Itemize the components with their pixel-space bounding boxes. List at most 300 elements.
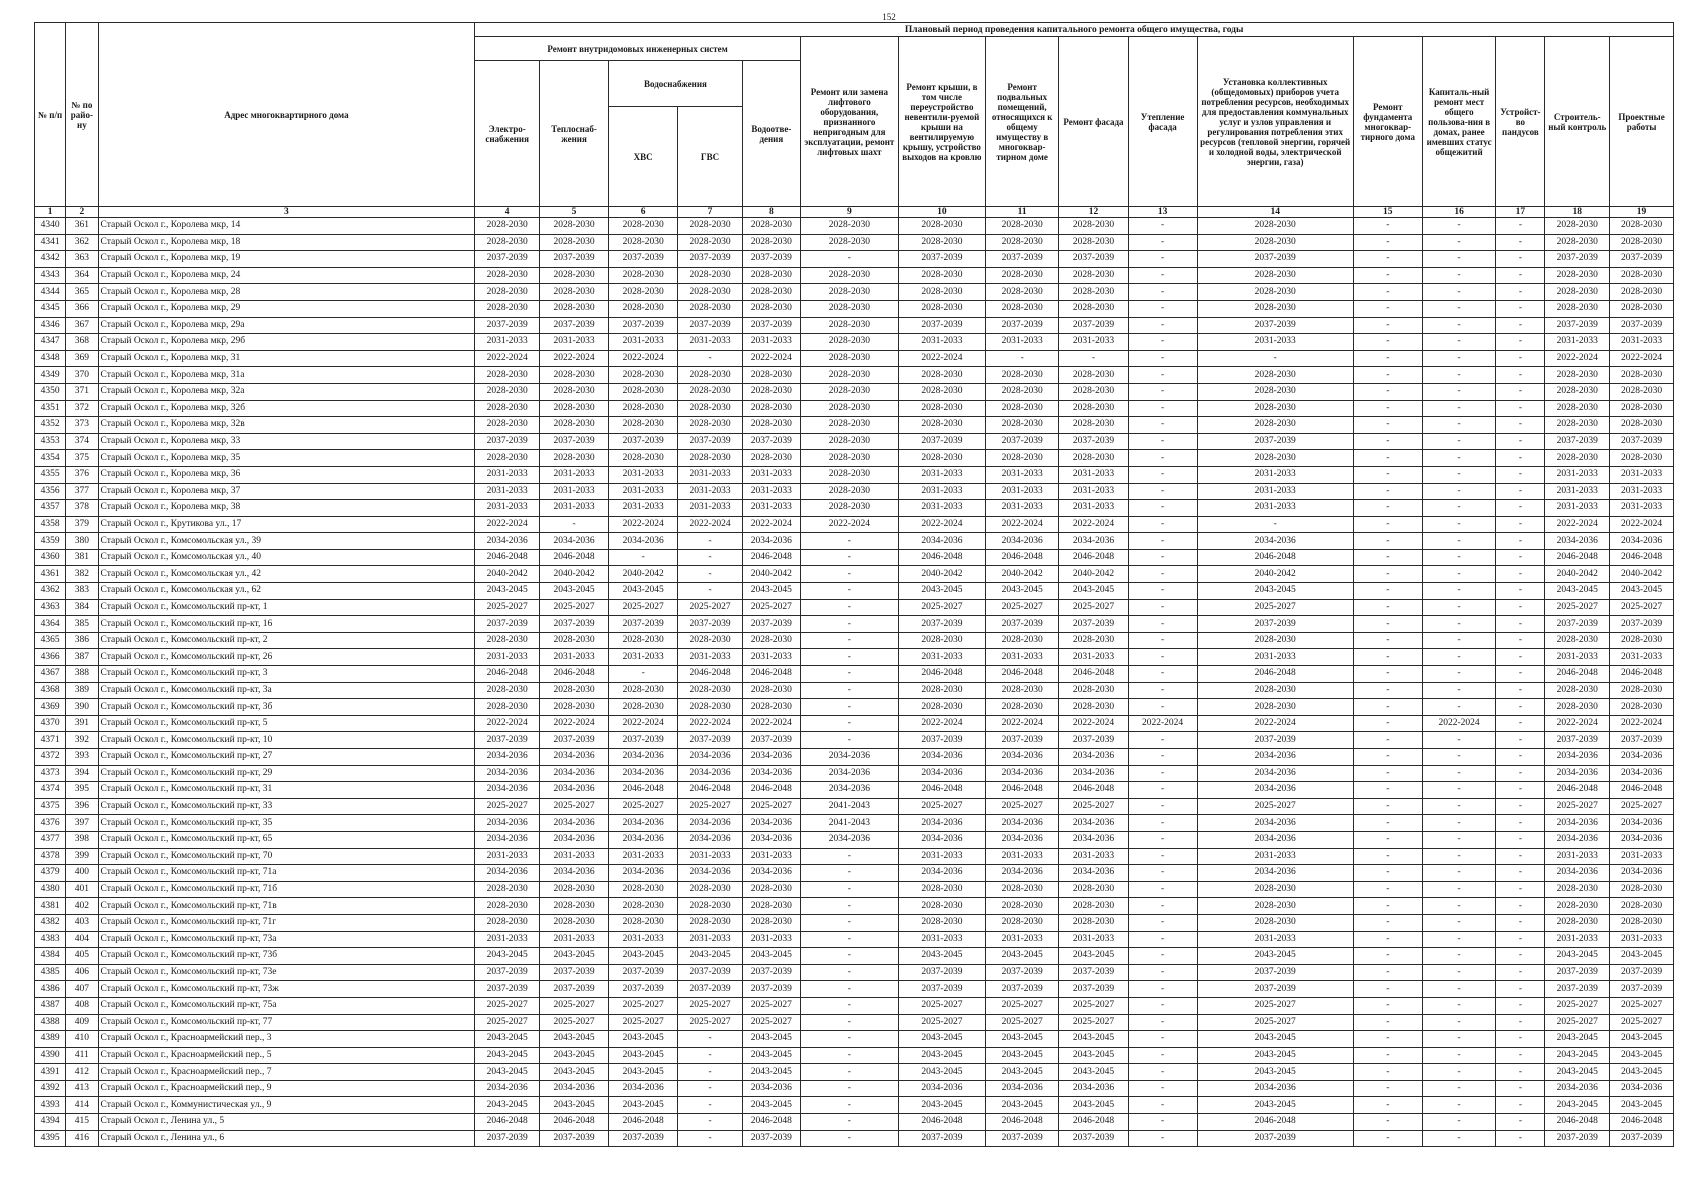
table-cell: 389 [66,682,98,699]
address-cell: Старый Оскол г., Комсомольский пр-кт, 3 [98,666,475,683]
table-cell: 2028-2030 [800,466,898,483]
table-cell: 2037-2039 [898,251,985,268]
table-cell: 365 [66,284,98,301]
table-cell: 4356 [35,483,66,500]
table-cell: 2028-2030 [475,218,540,235]
table-cell: 2028-2030 [985,898,1059,915]
table-cell: 2037-2039 [539,964,608,981]
table-cell: 2034-2036 [800,782,898,799]
table-cell: - [1128,699,1197,716]
col-header-address: Адрес многоквартирного дома [98,23,475,207]
table-row [35,267,1674,284]
table-cell: 2034-2036 [985,765,1059,782]
table-cell: 2034-2036 [475,533,540,550]
table-cell: 2046-2048 [1545,666,1610,683]
table-cell: 2037-2039 [898,964,985,981]
table-cell: 2028-2030 [539,632,608,649]
table-cell: - [1422,433,1496,450]
table-cell: 2031-2033 [1610,466,1674,483]
table-cell: - [1422,218,1496,235]
table-cell: 2028-2030 [678,267,743,284]
table-cell: 4342 [35,251,66,268]
table-cell: 2037-2039 [1059,616,1128,633]
table-cell: 2034-2036 [475,749,540,766]
table-cell: 2028-2030 [475,417,540,434]
table-cell: 2034-2036 [985,865,1059,882]
table-cell: 2037-2039 [1610,1130,1674,1147]
address-cell: Старый Оскол г., Ленина ул., 6 [98,1130,475,1147]
table-cell: 396 [66,798,98,815]
table-cell: - [1353,599,1422,616]
address-cell: Старый Оскол г., Комсомольский пр-кт, 73а [98,931,475,948]
table-cell: - [1422,350,1496,367]
table-cell: - [1422,383,1496,400]
table-cell: 367 [66,317,98,334]
table-cell: 2028-2030 [985,417,1059,434]
table-cell: 2043-2045 [1545,948,1610,965]
table-cell: 2037-2039 [1059,317,1128,334]
table-cell: 2037-2039 [609,433,678,450]
table-cell: - [1353,1064,1422,1081]
table-cell: 2028-2030 [800,400,898,417]
table-cell: 2034-2036 [1197,831,1353,848]
table-cell: 2028-2030 [678,632,743,649]
table-cell: - [1353,317,1422,334]
table-cell: 2028-2030 [678,400,743,417]
table-cell: 2037-2039 [742,251,800,268]
table-cell: 2046-2048 [678,782,743,799]
table-cell: 2025-2027 [1059,1014,1128,1031]
table-row [35,218,1674,235]
table-cell: 2022-2024 [1197,715,1353,732]
table-cell: - [1496,267,1545,284]
table-cell: - [800,616,898,633]
table-cell: - [1128,1114,1197,1131]
table-cell: 2031-2033 [678,931,743,948]
table-cell: 2028-2030 [1059,881,1128,898]
table-cell: 4360 [35,549,66,566]
table-cell: - [1128,632,1197,649]
col-header-drainage: Водоотве-дения [742,61,800,207]
table-cell: 2031-2033 [609,466,678,483]
table-cell: 2037-2039 [609,1130,678,1147]
table-cell: 2028-2030 [800,450,898,467]
table-cell: 2046-2048 [678,666,743,683]
table-row [35,749,1674,766]
table-cell: - [1496,1097,1545,1114]
table-cell: - [1128,798,1197,815]
table-row [35,334,1674,351]
table-cell: 2040-2042 [1545,566,1610,583]
table-cell: 2025-2027 [475,997,540,1014]
table-cell: 4362 [35,583,66,600]
address-cell: Старый Оскол г., Комсомольский пр-кт, 3а [98,682,475,699]
address-cell: Старый Оскол г., Комсомольский пр-кт, 31 [98,782,475,799]
table-cell: 2037-2039 [1610,616,1674,633]
table-cell: 2028-2030 [678,881,743,898]
table-cell: 2034-2036 [1197,815,1353,832]
table-cell: 2034-2036 [742,865,800,882]
table-cell: 2046-2048 [1545,1114,1610,1131]
table-cell: 2031-2033 [1610,649,1674,666]
table-cell: - [800,865,898,882]
table-row [35,848,1674,865]
table-cell: 4357 [35,500,66,517]
table-cell: 2028-2030 [1545,284,1610,301]
table-cell: - [1496,765,1545,782]
table-cell: - [800,931,898,948]
table-cell: - [800,666,898,683]
table-cell: 4351 [35,400,66,417]
table-row [35,898,1674,915]
table-cell: 2034-2036 [1059,865,1128,882]
table-cell: - [1496,367,1545,384]
table-cell: 2028-2030 [742,383,800,400]
table-cell: - [1496,898,1545,915]
table-cell: 2037-2039 [898,732,985,749]
address-cell: Старый Оскол г., Комсомольский пр-кт, 27 [98,749,475,766]
table-cell: - [1197,516,1353,533]
table-cell: 2043-2045 [1197,583,1353,600]
table-cell: 2046-2048 [985,1114,1059,1131]
table-cell: 2022-2024 [609,516,678,533]
address-cell: Старый Оскол г., Королева мкр, 29 [98,300,475,317]
table-cell: 2037-2039 [985,732,1059,749]
table-cell: 2037-2039 [475,317,540,334]
table-cell: 407 [66,981,98,998]
table-cell: 2028-2030 [609,914,678,931]
table-cell: - [1496,964,1545,981]
column-number: 4 [475,207,540,218]
table-cell: - [1353,417,1422,434]
table-cell: - [1422,765,1496,782]
table-cell: - [1422,1097,1496,1114]
table-cell: - [1128,997,1197,1014]
table-cell: 2037-2039 [1545,964,1610,981]
table-cell: 2028-2030 [475,300,540,317]
table-cell: 2037-2039 [985,251,1059,268]
table-cell: - [1422,566,1496,583]
table-cell: 2028-2030 [985,914,1059,931]
table-cell: 2022-2024 [1545,350,1610,367]
table-cell: - [1422,632,1496,649]
table-cell: 2028-2030 [1197,914,1353,931]
table-cell: - [1353,566,1422,583]
table-cell: - [1422,367,1496,384]
table-cell: - [1496,782,1545,799]
table-row [35,1064,1674,1081]
table-cell: - [800,549,898,566]
table-cell: 2046-2048 [742,549,800,566]
table-cell: 2046-2048 [1610,666,1674,683]
table-cell: 2031-2033 [609,931,678,948]
table-cell: 2028-2030 [1059,234,1128,251]
column-number: 5 [539,207,608,218]
table-cell: 2037-2039 [475,732,540,749]
table-cell: 2034-2036 [539,533,608,550]
table-cell: 2028-2030 [1197,881,1353,898]
table-cell: 388 [66,666,98,683]
table-cell: 4386 [35,981,66,998]
table-cell: 2025-2027 [475,1014,540,1031]
table-cell: 2031-2033 [1545,848,1610,865]
table-cell: 2037-2039 [1059,251,1128,268]
table-cell: 398 [66,831,98,848]
address-cell: Старый Оскол г., Комсомольская ул., 62 [98,583,475,600]
table-cell: 2028-2030 [539,218,608,235]
col-header-facade: Ремонт фасада [1059,37,1128,207]
table-cell: - [1353,583,1422,600]
table-cell: 2028-2030 [475,632,540,649]
table-cell: 2034-2036 [475,1080,540,1097]
table-cell: 2025-2027 [1059,599,1128,616]
table-cell: 2022-2024 [1422,715,1496,732]
table-cell: 2028-2030 [742,284,800,301]
table-cell: 2037-2039 [1059,964,1128,981]
table-cell: - [1353,865,1422,882]
table-cell: 2037-2039 [985,981,1059,998]
table-cell: 2028-2030 [475,699,540,716]
table-cell: 2034-2036 [1545,749,1610,766]
address-cell: Старый Оскол г., Ленина ул., 5 [98,1114,475,1131]
table-cell: 2028-2030 [985,682,1059,699]
table-cell: 414 [66,1097,98,1114]
table-cell: - [1496,400,1545,417]
table-cell: 2034-2036 [1545,1080,1610,1097]
table-cell: 2037-2039 [985,1130,1059,1147]
table-cell: - [1496,417,1545,434]
table-cell: 381 [66,549,98,566]
table-cell: 4350 [35,383,66,400]
table-cell: 2040-2042 [985,566,1059,583]
table-cell: 2034-2036 [800,765,898,782]
column-number: 16 [1422,207,1496,218]
table-cell: 2028-2030 [1059,300,1128,317]
table-cell: 2043-2045 [609,583,678,600]
table-cell: 2028-2030 [742,367,800,384]
table-cell: 2028-2030 [742,881,800,898]
table-cell: 397 [66,815,98,832]
table-cell: 2028-2030 [539,400,608,417]
table-cell: 2037-2039 [1059,433,1128,450]
table-cell: 2028-2030 [539,682,608,699]
table-cell: 2034-2036 [609,1080,678,1097]
table-cell: - [1353,1130,1422,1147]
table-cell: 2025-2027 [609,798,678,815]
table-cell: 4388 [35,1014,66,1031]
table-cell: 2037-2039 [742,1130,800,1147]
column-number-row [35,207,1674,218]
table-cell: 2031-2033 [985,483,1059,500]
table-cell: - [1496,1080,1545,1097]
table-cell: 369 [66,350,98,367]
table-cell: 2043-2045 [539,948,608,965]
table-row [35,765,1674,782]
table-cell: 2028-2030 [1059,914,1128,931]
table-cell: - [1496,383,1545,400]
table-cell: 2034-2036 [898,765,985,782]
table-cell: 2028-2030 [1545,682,1610,699]
table-cell: - [1128,317,1197,334]
table-cell: 2043-2045 [985,583,1059,600]
table-cell: - [1422,251,1496,268]
table-cell: - [1422,1047,1496,1064]
table-cell: 2037-2039 [678,433,743,450]
table-cell: 2034-2036 [1610,815,1674,832]
table-cell: - [1353,367,1422,384]
table-cell: 2028-2030 [1059,383,1128,400]
table-cell: 2031-2033 [475,466,540,483]
table-cell: 2022-2024 [609,350,678,367]
table-cell: 2046-2048 [985,666,1059,683]
column-number: 6 [609,207,678,218]
table-cell: 4378 [35,848,66,865]
address-cell: Старый Оскол г., Красноармейский пер., 5 [98,1047,475,1064]
table-cell: - [1353,632,1422,649]
column-number: 8 [742,207,800,218]
table-cell: - [678,1114,743,1131]
table-cell: 4353 [35,433,66,450]
table-cell: 2037-2039 [1197,317,1353,334]
table-cell: 2031-2033 [1197,931,1353,948]
table-cell: 2028-2030 [539,267,608,284]
table-cell: 2025-2027 [1610,997,1674,1014]
table-cell: 2040-2042 [1059,566,1128,583]
address-cell: Старый Оскол г., Комсомольская ул., 40 [98,549,475,566]
table-cell: 2037-2039 [475,1130,540,1147]
table-cell: 4340 [35,218,66,235]
table-cell: 2034-2036 [742,765,800,782]
table-cell: 4355 [35,466,66,483]
table-row [35,350,1674,367]
col-header-electric: Электро-снабжения [475,61,540,207]
table-cell: 2022-2024 [678,715,743,732]
table-cell: 2028-2030 [742,234,800,251]
table-cell: 2037-2039 [609,981,678,998]
table-cell: 2031-2033 [985,334,1059,351]
table-cell: 2034-2036 [1197,749,1353,766]
table-cell: 2028-2030 [678,234,743,251]
table-cell: - [539,516,608,533]
table-cell: 2028-2030 [1545,632,1610,649]
table-cell: 2028-2030 [898,450,985,467]
table-cell: 2028-2030 [1610,218,1674,235]
col-header-ramps: Устройст-во пандусов [1496,37,1545,207]
table-cell: - [1128,682,1197,699]
table-cell: 2046-2048 [1059,549,1128,566]
column-number: 11 [985,207,1059,218]
table-cell: 4370 [35,715,66,732]
table-cell: - [800,715,898,732]
table-cell: - [1128,500,1197,517]
table-cell: - [1353,234,1422,251]
table-cell: - [1128,466,1197,483]
table-row [35,400,1674,417]
table-cell: 2028-2030 [898,632,985,649]
table-cell: 2031-2033 [609,649,678,666]
table-cell: 2031-2033 [539,649,608,666]
table-cell: - [1128,831,1197,848]
table-cell: 2046-2048 [475,549,540,566]
table-cell: - [678,549,743,566]
table-cell: 2025-2027 [898,1014,985,1031]
table-cell: - [1422,782,1496,799]
table-cell: 2037-2039 [678,964,743,981]
col-header-roof: Ремонт крыши, в том числе переустройство невентили-руемой крыши на вентилируемую крышу, устройство выходов на кровлю [898,37,985,207]
table-cell: - [1496,1114,1545,1131]
table-cell: 2028-2030 [898,914,985,931]
table-cell: 2028-2030 [1197,400,1353,417]
table-cell: - [1353,964,1422,981]
table-cell: 2028-2030 [898,400,985,417]
table-cell: 2040-2042 [1610,566,1674,583]
table-cell: 390 [66,699,98,716]
table-cell: - [1353,1080,1422,1097]
table-cell: 2043-2045 [1610,583,1674,600]
table-cell: 2028-2030 [539,881,608,898]
table-cell: - [678,1047,743,1064]
table-cell: 2028-2030 [609,417,678,434]
table-cell: 2037-2039 [475,616,540,633]
table-cell: 2028-2030 [898,383,985,400]
table-cell: - [1496,881,1545,898]
table-cell: 2037-2039 [898,1130,985,1147]
table-row [35,865,1674,882]
col-header-cold-water: ХВС [609,107,678,207]
table-cell: - [1496,466,1545,483]
table-cell: 2028-2030 [800,267,898,284]
table-cell: 2031-2033 [475,483,540,500]
table-cell: 2028-2030 [1197,383,1353,400]
table-cell: 2043-2045 [539,1064,608,1081]
address-cell: Старый Оскол г., Королева мкр, 33 [98,433,475,450]
table-cell: 2034-2036 [898,533,985,550]
table-cell: 401 [66,881,98,898]
table-cell: 2028-2030 [539,300,608,317]
table-row [35,234,1674,251]
table-cell: 409 [66,1014,98,1031]
table-cell: 2028-2030 [1610,632,1674,649]
table-cell: 2028-2030 [678,417,743,434]
table-cell: 2037-2039 [1197,433,1353,450]
table-cell: 2046-2048 [1197,1114,1353,1131]
table-cell: 2043-2045 [475,1064,540,1081]
table-cell: 379 [66,516,98,533]
table-cell: 4381 [35,898,66,915]
table-cell: - [1128,914,1197,931]
table-cell: 2028-2030 [1545,267,1610,284]
table-cell: 2031-2033 [1545,931,1610,948]
table-cell: 2031-2033 [678,334,743,351]
table-cell: 2046-2048 [1059,782,1128,799]
table-cell: 2025-2027 [539,1014,608,1031]
table-cell: 2034-2036 [1545,865,1610,882]
table-cell: - [1422,948,1496,965]
table-cell: - [800,533,898,550]
table-row [35,483,1674,500]
table-cell: 2028-2030 [800,500,898,517]
table-cell: - [1422,549,1496,566]
table-cell: 2043-2045 [742,1064,800,1081]
table-cell: - [1422,1064,1496,1081]
table-cell: 2034-2036 [742,831,800,848]
table-cell: 2034-2036 [539,831,608,848]
table-cell: 2028-2030 [609,400,678,417]
table-cell: - [1353,1047,1422,1064]
table-cell: 2034-2036 [539,1080,608,1097]
table-cell: 2022-2024 [1545,715,1610,732]
table-cell: 4364 [35,616,66,633]
